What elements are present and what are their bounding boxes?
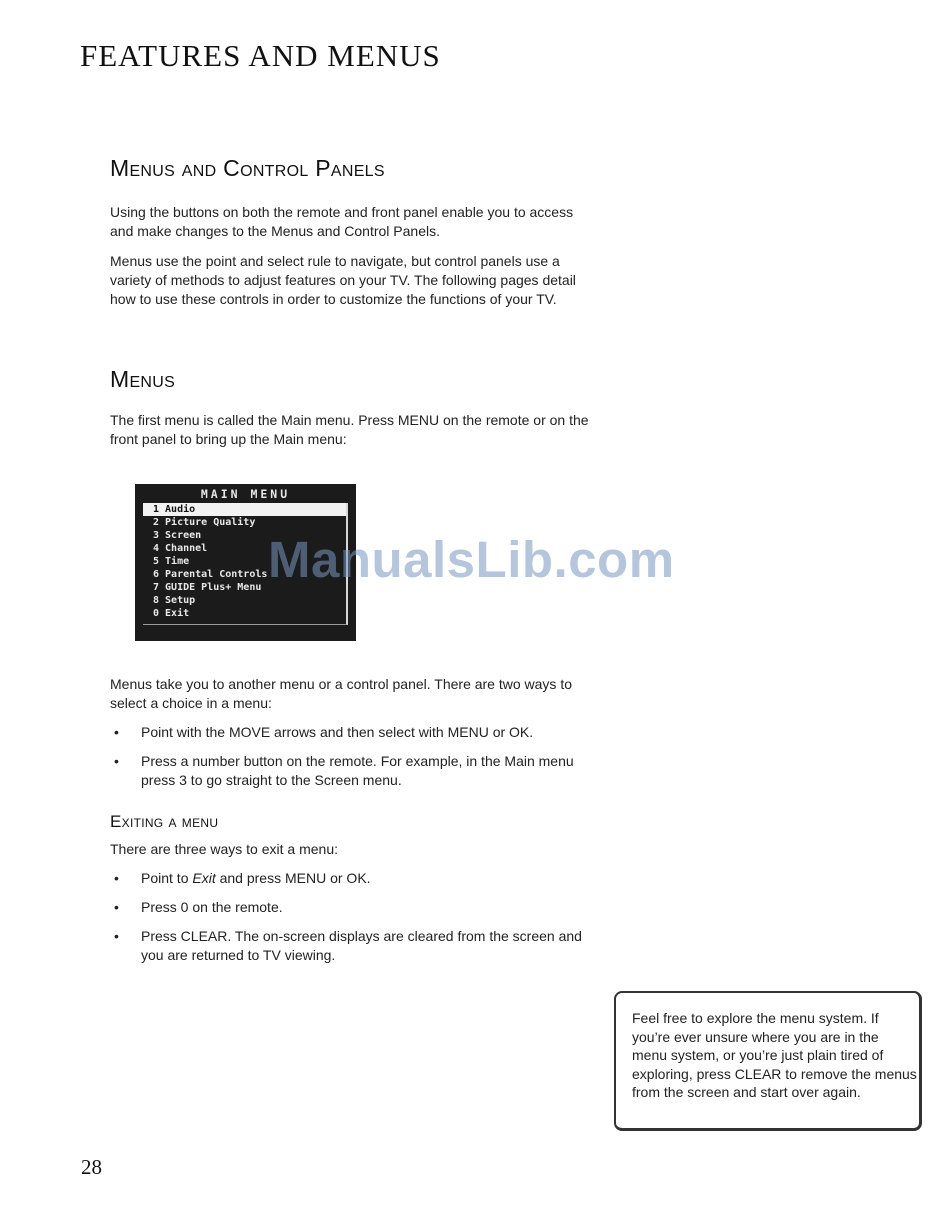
list-item-text: Press CLEAR. The on-screen displays are cleared from the screen and you are returned to TV viewing. bbox=[141, 928, 582, 963]
menus-paragraph: Menus take you to another menu or a control panel. There are two ways to select a choice in a menu: bbox=[110, 676, 572, 711]
list-item bbox=[110, 752, 590, 790]
list-item-text: Press a number button on the remote. For example, in the Main menu press 3 to go straight to the Screen menu. bbox=[141, 753, 574, 788]
menu-selection-list bbox=[110, 723, 590, 790]
menu-item-parental-controls: 6 Parental Controls bbox=[153, 569, 268, 580]
list-item bbox=[110, 869, 590, 888]
text-prefix: Point to bbox=[141, 870, 193, 886]
exiting-intro: There are three ways to exit a menu: bbox=[110, 841, 338, 857]
main-menu-paragraph: The first menu is called the Main menu. Press MENU on the remote or on the front panel to bring up the Main menu: bbox=[110, 412, 589, 447]
bullet-icon: • bbox=[114, 899, 119, 915]
bullet-icon: • bbox=[114, 928, 119, 944]
section-heading-exiting-a-menu: Exiting a menu bbox=[110, 812, 219, 831]
bullet-icon: • bbox=[114, 870, 119, 886]
watermark: ManualsLib.com bbox=[268, 531, 675, 588]
list-item bbox=[110, 898, 590, 917]
list-item bbox=[110, 723, 590, 742]
tip-box bbox=[614, 991, 922, 1131]
page-title: FEATURES AND MENUS bbox=[80, 38, 441, 73]
menu-item-audio: 1 Audio bbox=[143, 503, 346, 516]
menu-item-setup: 8 Setup bbox=[153, 595, 196, 606]
navigation-paragraph: Menus use the point and select rule to navigate, but control panels use a variety of methods to adjust features on your TV. The following pages detail how to use these controls in order to customize the functions of your TV. bbox=[110, 253, 576, 307]
menu-item-exit: 0 Exit bbox=[153, 608, 190, 619]
section-heading-menus: Menus bbox=[110, 366, 176, 392]
list-item-text bbox=[141, 870, 371, 886]
section-heading-menus-and-control-panels: Menus and Control Panels bbox=[110, 155, 385, 181]
list-item bbox=[110, 927, 590, 965]
menu-item-time: 5 Time bbox=[153, 556, 190, 567]
menu-item-screen: 3 Screen bbox=[153, 530, 202, 541]
list-item-text: Point with the MOVE arrows and then select with MENU or OK. bbox=[141, 724, 534, 740]
bullet-icon: • bbox=[114, 724, 119, 740]
bullet-icon: • bbox=[114, 753, 119, 769]
tip-text: Feel free to explore the menu system. If you’re ever unsure where you are in the menu system, or you’re just plain tired of exploring, press CLEAR to remove the menus from the screen and start over again. bbox=[632, 1010, 917, 1100]
menu-item-guide-plus-menu: 7 GUIDE Plus+ Menu bbox=[153, 582, 262, 593]
page-number: 28 bbox=[81, 1155, 102, 1179]
exit-term: Exit bbox=[192, 870, 216, 886]
intro-paragraph: Using the buttons on both the remote and front panel enable you to access and make changes to the Menus and Control Panels. bbox=[110, 204, 574, 239]
exit-methods-list bbox=[110, 869, 590, 965]
menu-item-picture-quality: 2 Picture Quality bbox=[153, 517, 256, 528]
main-menu-title: MAIN MENU bbox=[200, 487, 291, 501]
menu-item-channel: 4 Channel bbox=[153, 543, 208, 554]
list-item-text: Press 0 on the remote. bbox=[141, 899, 283, 915]
text-suffix: and press MENU or OK. bbox=[215, 870, 371, 886]
